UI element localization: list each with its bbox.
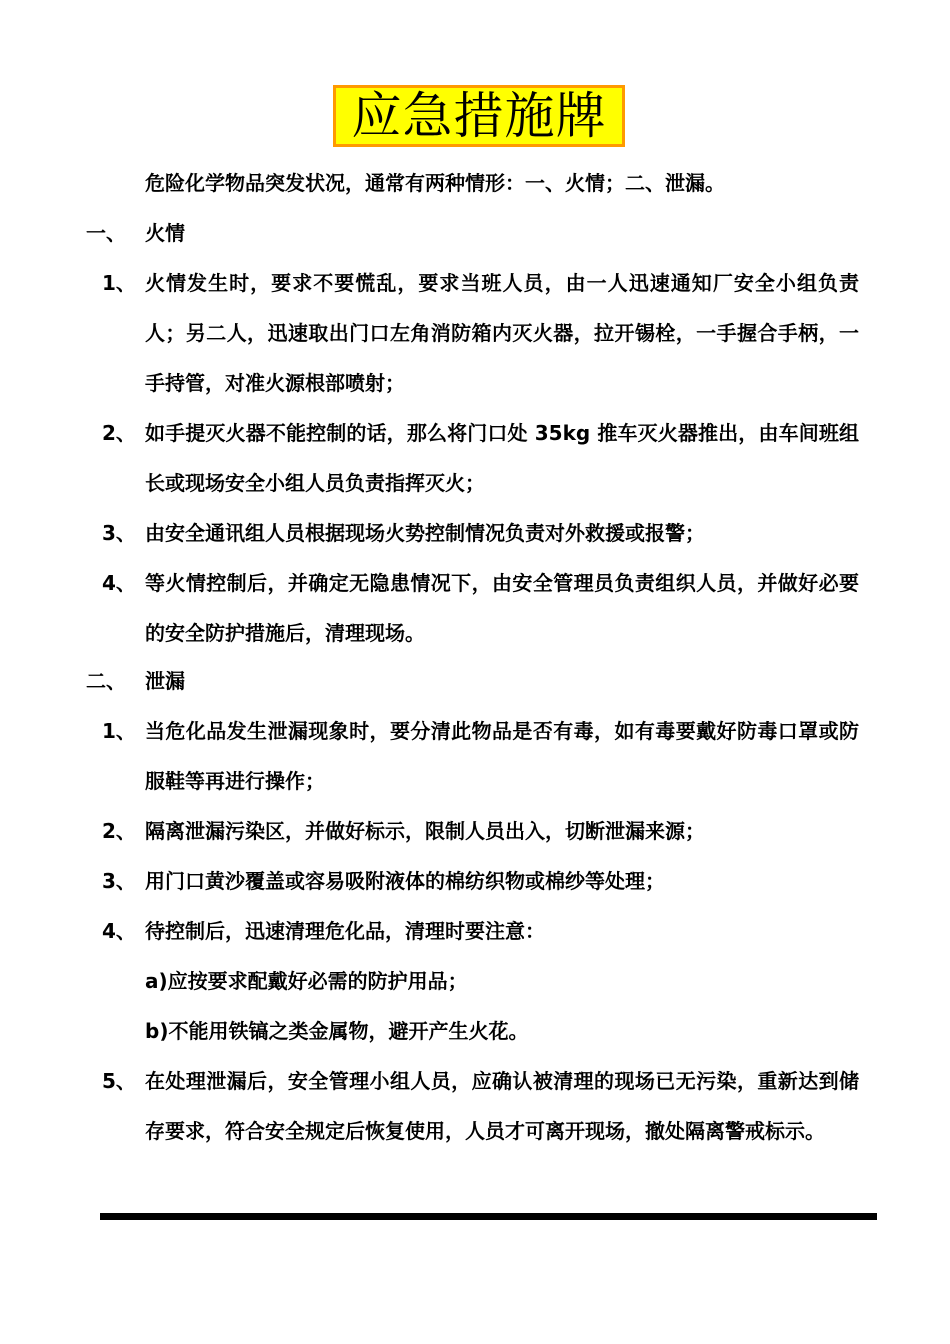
section-heading: 火情: [145, 221, 185, 245]
item-number: 4、: [102, 919, 136, 943]
item-text: 待控制后，迅速清理危化品，清理时要注意：: [145, 919, 545, 943]
item-number: 5、: [102, 1069, 136, 1093]
item-number: 3、: [102, 869, 136, 893]
item-number: 2、: [102, 421, 136, 445]
item-number: 2、: [102, 819, 136, 843]
sub-item: a)应按要求配戴好必需的防护用品；: [145, 969, 468, 993]
item-text: 当危化品发生泄漏现象时，要分清此物品是否有毒，如有毒要戴好防毒口罩或防服鞋等再进行操作；: [145, 719, 859, 793]
section-heading: 泄漏: [145, 669, 185, 693]
sub-item: b)不能用铁镐之类金属物，避开产生火花。: [145, 1019, 529, 1043]
intro-text: 危险化学物品突发状况，通常有两种情形：一、火情；二、泄漏。: [145, 171, 725, 195]
bottom-rule: [100, 1213, 877, 1220]
title-box: [333, 85, 625, 147]
item-text: 火情发生时，要求不要慌乱，要求当班人员，由一人迅速通知厂安全小组负责人；另二人，迅速取出门口左角消防箱内灭火器，拉开锡栓，一手握合手柄，一手持管，对准火源根部喷射；: [145, 271, 859, 395]
item-text: 在处理泄漏后，安全管理小组人员，应确认被清理的现场已无污染，重新达到储存要求，符合安全规定后恢复使用，人员才可离开现场，撤处隔离警戒标示。: [145, 1069, 859, 1143]
item-text: 用门口黄沙覆盖或容易吸附液体的棉纺织物或棉纱等处理；: [145, 869, 665, 893]
item-number: 1、: [102, 271, 136, 295]
section-number: 二、: [86, 669, 126, 693]
item-number: 1、: [102, 719, 136, 743]
item-text: 等火情控制后，并确定无隐患情况下，由安全管理员负责组织人员，并做好必要的安全防护措施后，清理现场。: [145, 571, 859, 645]
item-text: 由安全通讯组人员根据现场火势控制情况负责对外救援或报警；: [145, 521, 705, 545]
page-title: 应急措施牌: [351, 87, 607, 145]
section-number: 一、: [86, 221, 126, 245]
item-number: 4、: [102, 571, 136, 595]
item-number: 3、: [102, 521, 136, 545]
item-text: 隔离泄漏污染区，并做好标示，限制人员出入，切断泄漏来源；: [145, 819, 705, 843]
item-text: 如手提灭火器不能控制的话，那么将门口处 35kg 推车灭火器推出，由车间班组长或现场安全小组人员负责指挥灭火；: [145, 421, 859, 495]
